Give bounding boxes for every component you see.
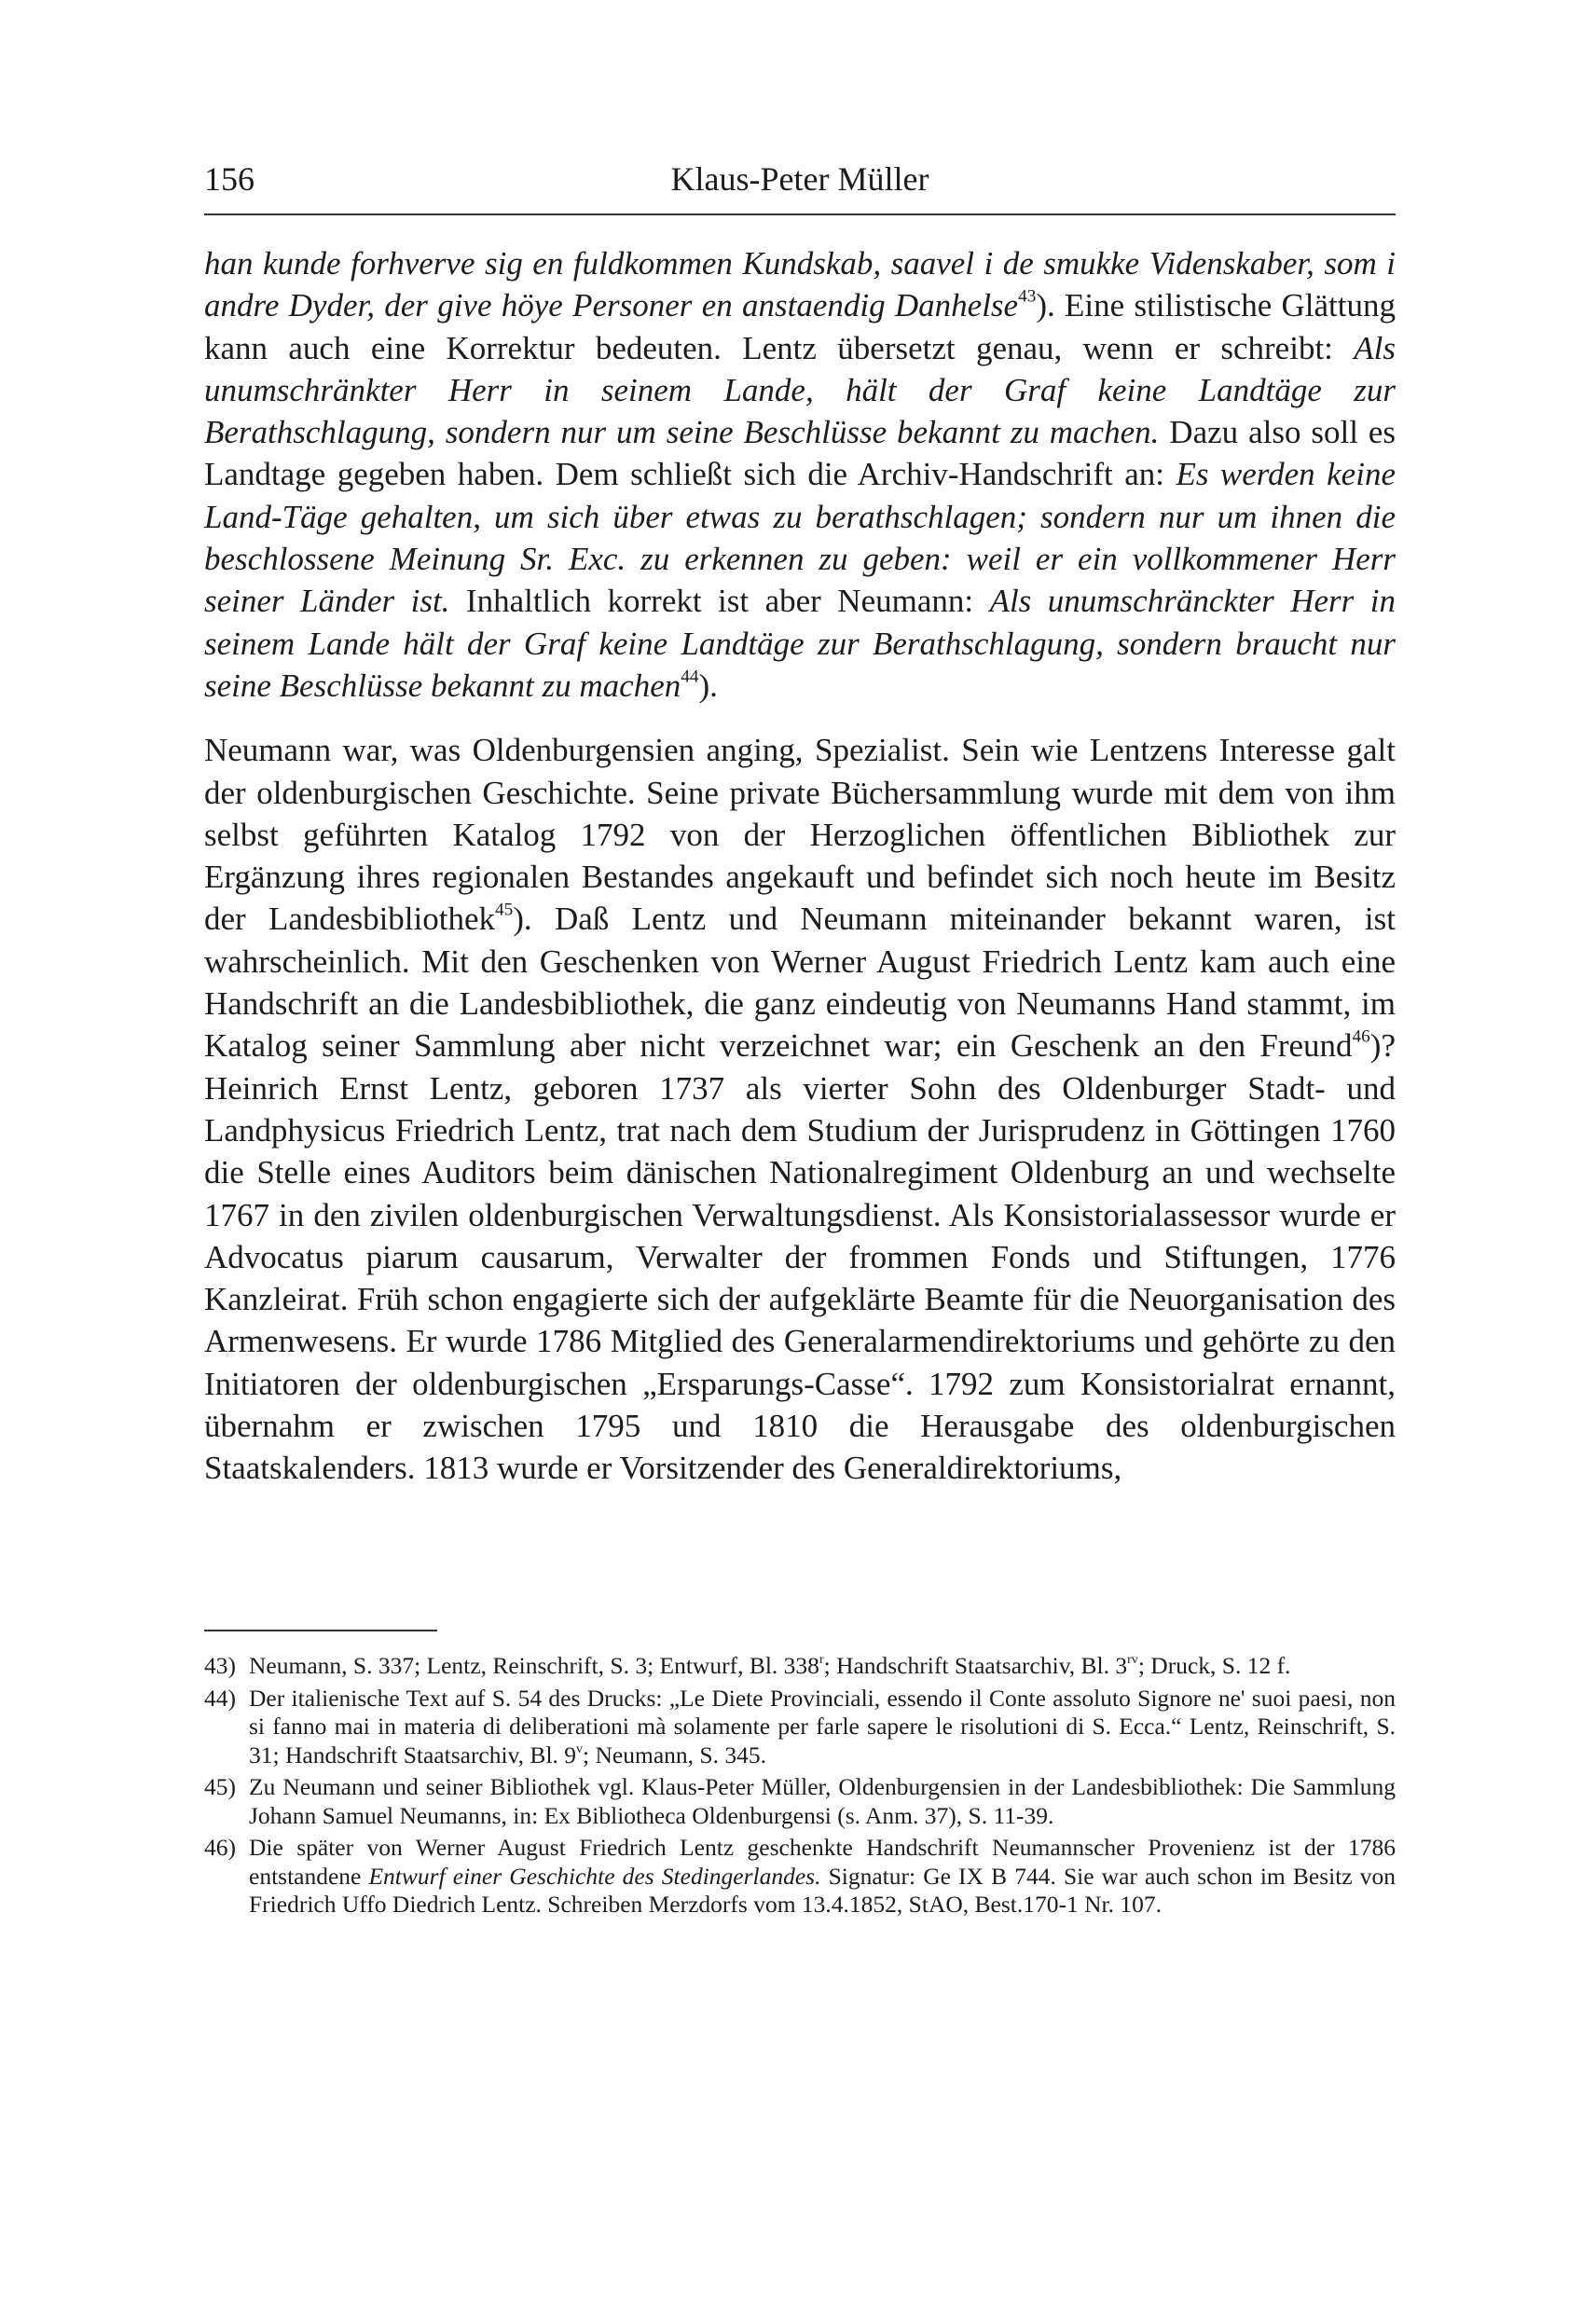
footnote-43 (204, 1652, 1396, 1681)
footnote-ref-46[interactable]: 46 (1352, 1026, 1370, 1047)
folio-superscript: r (819, 1652, 824, 1667)
paragraph-text: Inhaltlich korrekt ist aber Neumann: (449, 583, 990, 620)
footnote-text-part: ; Handschrift Staatsarchiv, Bl. 3 (823, 1652, 1128, 1679)
footnote-mark: 44) (204, 1684, 236, 1712)
paragraph-text: )? Heinrich Ernst Lentz, geboren 1737 als vierter Sohn des Oldenburger Stadt- und Landphysicus Friedrich Lentz, trat nach dem Studium der Jurisprudenz in Göttingen 1760 die Stelle eines Auditors beim dänischen Nationalregiment Oldenburg an und wechselte 1767 in den zivilen oldenburgischen Verwaltungsdienst. Als Konsistorialassessor wurde er Advocatus piarum causarum, Verwalter der frommen Fonds und Stiftungen, 1776 Kanzleirat. Früh schon engagierte sich der aufgeklärte Beamte für die Neuorganisation des Armenwesens. Er wurde 1786 Mitglied des Generalarmendirektoriums und gehörte zu den Initiatoren der oldenburgischen „Ersparungs-Casse“. 1792 zum Konsistorialrat ernannt, übernahm er zwischen 1795 und 1810 die Herausgabe des oldenburgischen Staatskalenders. 1813 wurde er Vorsitzender des Generaldirektoriums, (204, 1027, 1396, 1487)
quote-neumann: Als unumschränckter Herr in seinem Lande hält der Graf keine Landtäge zur Berathschlagung, sondern braucht nur seine Beschlüsse bekannt zu machen (204, 583, 1396, 704)
footnote-mark: 43) (204, 1652, 236, 1679)
footnote-text-part: Die später von Werner August Friedrich Lentz geschenkte Handschrift Neumannscher Provenienz ist der 1786 entstandene (249, 1834, 1396, 1890)
footnote-text-part: ; Neumann, S. 345. (583, 1741, 766, 1768)
footnote-rule (204, 1630, 437, 1631)
page-number: 156 (204, 160, 255, 198)
footnote-mark: 45) (204, 1773, 236, 1800)
paragraph-text: Dazu also soll es Landtage gegeben haben. Dem schließt sich die Archiv-Handschrift an: (204, 414, 1396, 493)
quote-archive: Es werden keine Land-Täge gehalten, um sich über etwas zu berathschlagen; sondern nur um ihnen die beschlossene Meinung Sr. Exc. zu erkennen zu geben: weil er ein vollkommener Herr seiner Länder ist. (204, 456, 1396, 620)
folio-superscript: rv (1127, 1652, 1138, 1667)
footnote-ref-44[interactable]: 44 (681, 667, 699, 687)
footnote-text (249, 1652, 1396, 1681)
paragraph-text: ). Eine stilistische Glättung kann auch eine Korrektur bedeuten. Lentz übersetzt genau, wenn er schreibt: (204, 287, 1396, 366)
paragraph-text: Neumann war, was Oldenburgensien anging, Spezialist. Sein wie Lentzens Interesse galt der oldenburgischen Geschichte. Seine private Büchersammlung wurde mit dem von ihm selbst geführten Katalog 1792 von der Herzoglichen öffentlichen Bibliothek zur Ergänzung ihres regionalen Bestandes angekauft und befindet sich noch heute im Besitz der Landesbibliothek (204, 732, 1396, 938)
header-rule (204, 213, 1396, 215)
title-italic: Entwurf einer Geschichte des Stedingerlandes. (368, 1862, 821, 1890)
footnote-mark: 46) (204, 1834, 236, 1861)
footnote-text-part: Signatur: Ge IX B 744. Sie war auch schon im Besitz von Friedrich Uffo Diedrich Lentz. Schreiben Merzdorfs vom 13.4.1852, StAO, Best.170-1 Nr. 107. (249, 1862, 1396, 1918)
running-head: Klaus-Peter Müller (670, 160, 929, 198)
quote-lentz: Als unumschränkter Herr in seinem Lande, hält der Graf keine Landtäge zur Berathschlagung, sondern nur um seine Beschlüsse bekannt zu machen. (204, 329, 1396, 451)
footnote-text-part: Der italienische Text auf S. 54 des Drucks: „Le Diete Provinciali, essendo il Conte assoluto Signore ne' suoi paesi, non si fanno mai in materia di deliberationi mà solamente per farle sapere le risolutioni di S. Ecca.“ Lentz, Reinschrift, S. 31; Handschrift Staatsarchiv, Bl. 9 (249, 1684, 1396, 1768)
footnote-text (249, 1834, 1396, 1920)
footnotes (204, 1652, 1396, 1923)
quote-danish: han kunde forhverve sig en fuldkommen Kundskab, saavel i de smukke Videnskaber, som i andre Dyder, der give höye Personer en anstaendig Danhelse (204, 245, 1396, 324)
footnote-45 (204, 1773, 1396, 1830)
main-text (204, 242, 1396, 1490)
footnote-46 (204, 1834, 1396, 1920)
folio-superscript: v (576, 1741, 584, 1756)
footnote-text (249, 1685, 1396, 1770)
paragraph-text: ). Daß Lentz und Neumann miteinander bekannt waren, ist wahrscheinlich. Mit den Geschenken von Werner August Friedrich Lentz kam auch eine Handschrift an die Landesbibliothek, die ganz eindeutig von Neumanns Hand stammt, im Katalog seiner Sammlung aber nicht verzeichnet war; ein Geschenk an den Freund (204, 901, 1396, 1065)
paragraph-1 (204, 242, 1396, 707)
paragraph-2 (204, 729, 1396, 1489)
footnote-ref-43[interactable]: 43 (1018, 286, 1037, 307)
footnote-ref-45[interactable]: 45 (495, 901, 514, 921)
footnote-text-part: ; Druck, S. 12 f. (1137, 1652, 1291, 1679)
footnote-text-part: Neumann, S. 337; Lentz, Reinschrift, S. 3; Entwurf, Bl. 338 (249, 1652, 819, 1679)
footnote-44 (204, 1685, 1396, 1770)
footnote-text: Zu Neumann und seiner Bibliothek vgl. Klaus-Peter Müller, Oldenburgensien in der Landesbibliothek: Die Sammlung Johann Samuel Neumanns, in: Ex Bibliotheca Oldenburgensi (s. Anm. 37), S. 11-39. (249, 1773, 1396, 1829)
paragraph-text: ). (698, 667, 718, 704)
